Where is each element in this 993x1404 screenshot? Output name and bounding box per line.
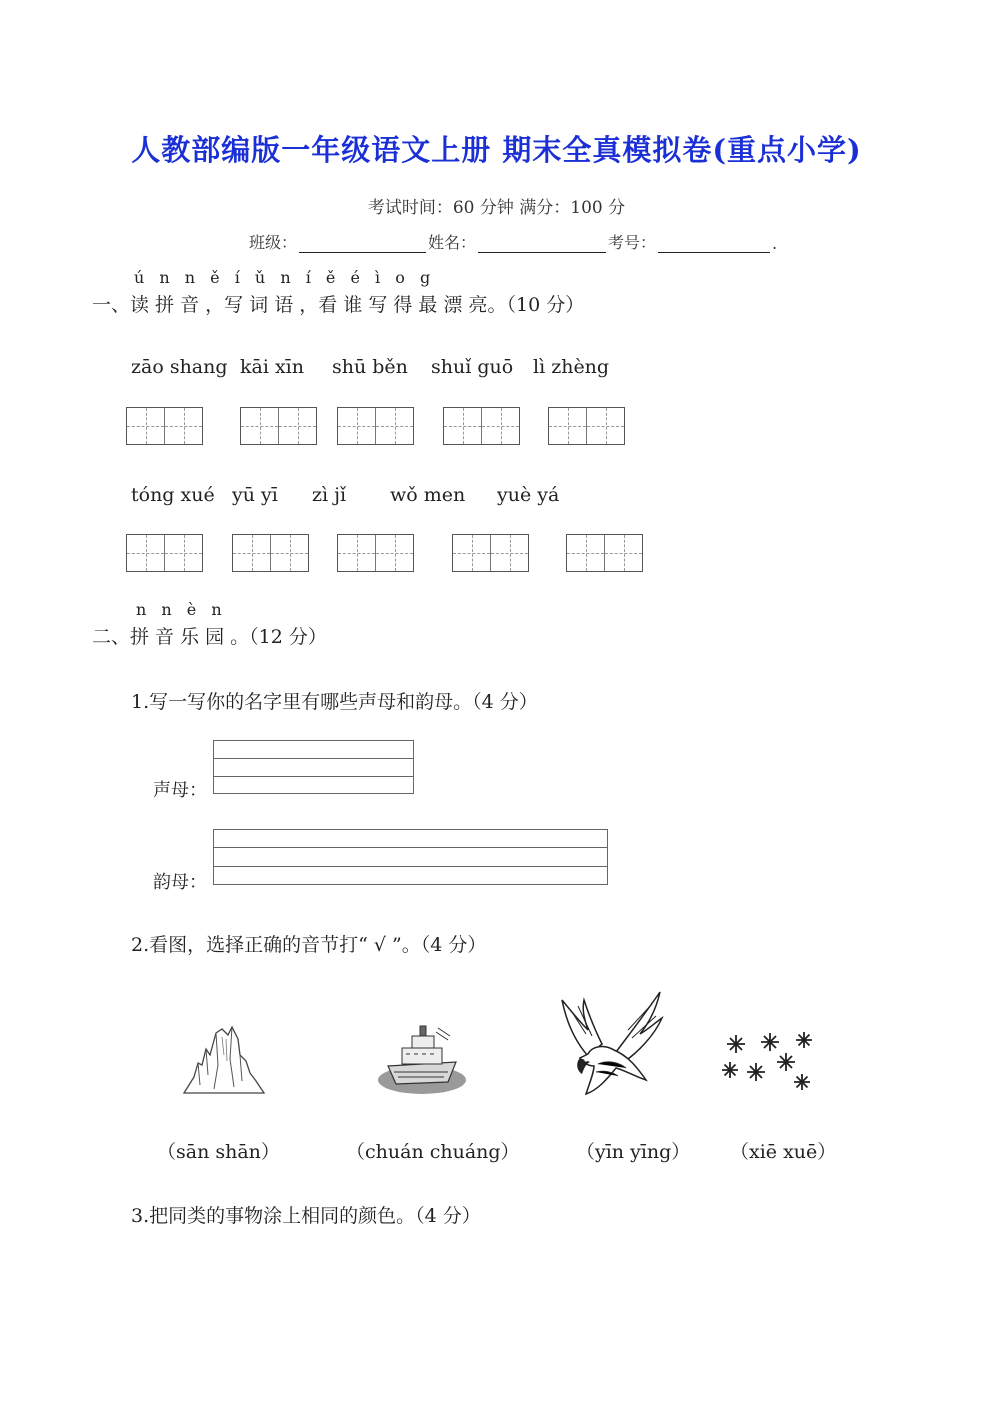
number-blank[interactable] (658, 236, 770, 253)
writing-box[interactable] (548, 407, 625, 445)
snowflake-icon (720, 1030, 818, 1096)
pinyin-word: yuè yá (497, 484, 560, 506)
name-blank[interactable] (478, 236, 606, 253)
writing-box[interactable] (337, 407, 414, 445)
page-title: 人教部编版一年级语文上册 期末全真模拟卷(重点小学) (131, 133, 862, 167)
pinyin-word: lì zhèng (533, 356, 610, 378)
writing-box[interactable] (240, 407, 317, 445)
student-info-row (249, 230, 777, 253)
writing-box[interactable] (232, 534, 309, 572)
shengmu-label: 声母： (153, 780, 207, 801)
pinyin-word: wǒ men (390, 484, 466, 506)
class-label: 班级： (249, 233, 298, 252)
yunmu-lines[interactable] (213, 829, 608, 885)
section1-heading: 一、读 拼 音 ，写 词 语 ，看 谁 写 得 最 漂 亮。（10 分） (92, 294, 585, 316)
mountain-icon (180, 1025, 266, 1097)
shengmu-lines[interactable] (213, 740, 414, 794)
section2-pinyin: n n è n (136, 600, 222, 619)
writing-box[interactable] (443, 407, 520, 445)
end-mark: . (772, 234, 778, 253)
yunmu-label: 韵母： (153, 872, 207, 893)
writing-box[interactable] (126, 534, 203, 572)
pinyin-word: shuǐ guō (431, 356, 514, 378)
eagle-icon (558, 990, 666, 1100)
option-xie-xue[interactable]: （xiē xuē） (730, 1141, 837, 1163)
pinyin-word: kāi xīn (240, 356, 304, 378)
section2-heading: 二、拼 音 乐 园 。（12 分） (92, 626, 327, 648)
exam-info: 考试时间：60 分钟 满分：100 分 (367, 198, 626, 218)
pinyin-word: zāo shang (131, 356, 228, 378)
writing-box[interactable] (126, 407, 203, 445)
option-san-shan[interactable]: （sān shān） (157, 1141, 280, 1163)
writing-box[interactable] (566, 534, 643, 572)
ship-icon (376, 1022, 468, 1098)
pinyin-word: zì jǐ (312, 484, 347, 506)
pinyin-word: yū yī (232, 484, 278, 506)
name-label: 姓名： (428, 233, 477, 252)
pinyin-word: shū běn (332, 356, 408, 378)
pinyin-word: tóng xué (131, 484, 215, 506)
class-blank[interactable] (299, 236, 426, 253)
question-3: 3.把同类的事物涂上相同的颜色。（4 分） (131, 1205, 481, 1227)
question-2: 2.看图，选择正确的音节打“ √ ”。（4 分） (131, 934, 487, 956)
option-yin-ying[interactable]: （yīn yīng） (576, 1141, 691, 1163)
writing-box[interactable] (452, 534, 529, 572)
number-label: 考号： (608, 233, 657, 252)
option-chuan-chuang[interactable]: （chuán chuáng） (346, 1141, 520, 1163)
question-1: 1.写一写你的名字里有哪些声母和韵母。（4 分） (131, 691, 538, 713)
writing-box[interactable] (337, 534, 414, 572)
section1-pinyin: ú n n ě í ǔ n í ě é ì o g (134, 268, 431, 287)
